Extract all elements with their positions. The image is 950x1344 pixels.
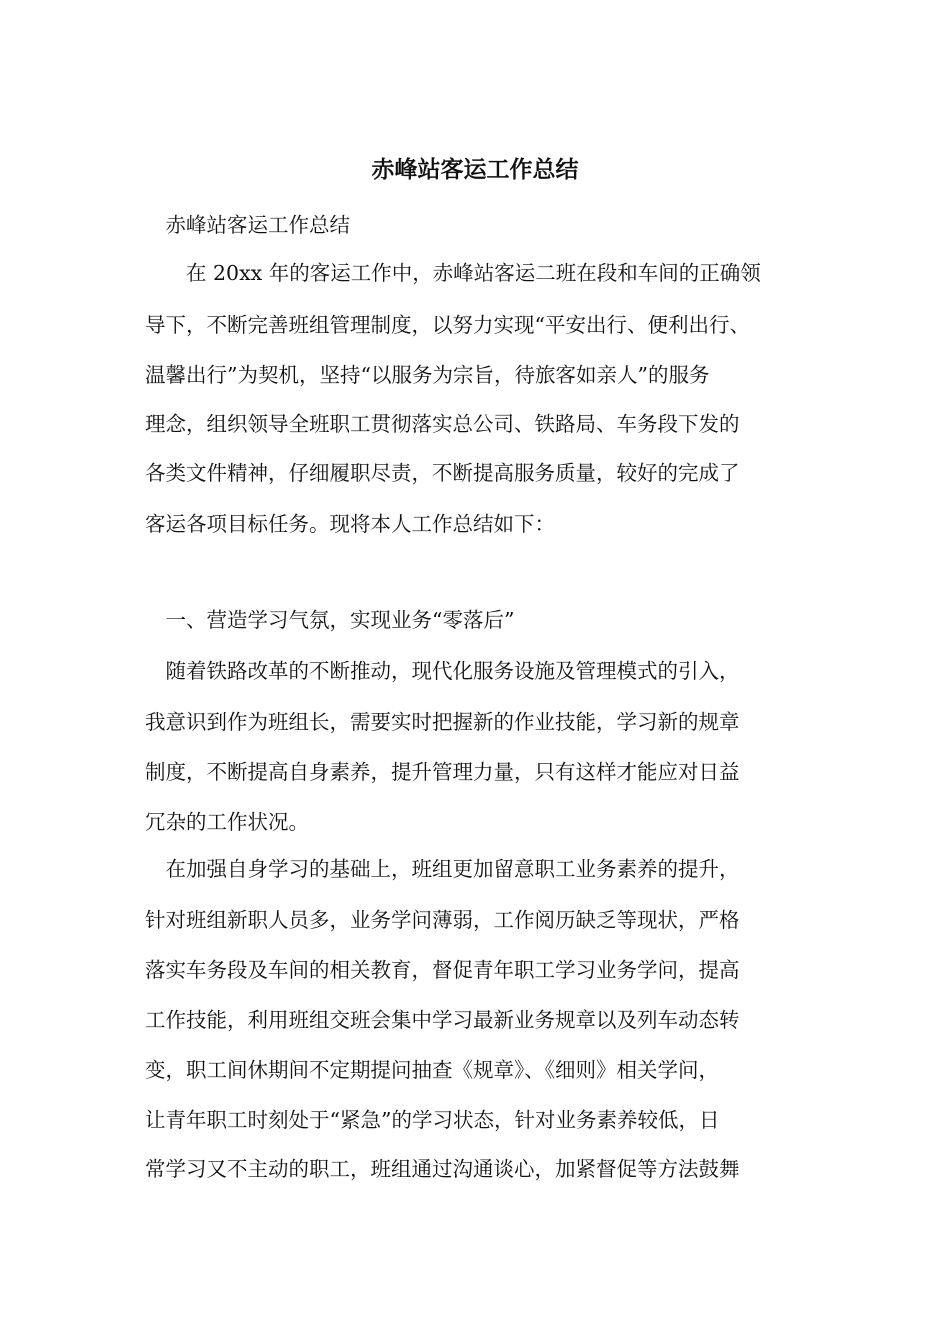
text-line: 冗杂的工作状况。 xyxy=(145,810,309,834)
text-line: 我意识到作为班组长，需要实时把握新的作业技能，学习新的规章 xyxy=(145,710,740,734)
text-line: 理念，组织领导全班职工贯彻落实总公司、铁路局、车务段下发的 xyxy=(145,412,740,436)
text-line: 变，职工间休期间不定期提问抽查《规章》、《细则》相关学问， xyxy=(145,1058,719,1082)
text-line: 在加强自身学习的基础上，班组更加留意职工业务素养的提升， xyxy=(145,857,740,881)
text-line: 导下，不断完善班组管理制度，以努力实现“平安出行、便利出行、 xyxy=(145,313,750,337)
text-line: 常学习又不主动的职工，班组通过沟通谈心，加紧督促等方法鼓舞 xyxy=(145,1157,740,1181)
text-line: 各类文件精神，仔细履职尽责，不断提高服务质量，较好的完成了 xyxy=(145,461,740,485)
text-line: 工作技能，利用班组交班会集中学习最新业务规章以及列车动态转 xyxy=(145,1008,740,1032)
text-line: 客运各项目标任务。现将本人工作总结如下： xyxy=(145,512,555,536)
text-line: 让青年职工时刻处于“紧急”的学习状态，针对业务素养较低，日 xyxy=(145,1108,720,1132)
text-line: 赤峰站客运工作总结 xyxy=(145,213,350,237)
section-heading: 一、营造学习气氛，实现业务“零落后” xyxy=(145,608,515,632)
text-line: 温馨出行”为契机，坚持“以服务为宗旨，待旅客如亲人”的服务 xyxy=(145,363,710,387)
text-line: 随着铁路改革的不断推动，现代化服务设施及管理模式的引入， xyxy=(145,659,740,683)
text-line: 落实车务段及车间的相关教育，督促青年职工学习业务学问，提高 xyxy=(145,958,740,982)
document-title: 赤峰站客运工作总结 xyxy=(371,156,579,183)
text-line: 在 20xx 年的客运工作中，赤峰站客运二班在段和车间的正确领 xyxy=(145,261,761,285)
text-line: 针对班组新职人员多，业务学问薄弱，工作阅历缺乏等现状，严格 xyxy=(145,908,740,932)
text-line: 制度，不断提高自身素养，提升管理力量，只有这样才能应对日益 xyxy=(145,760,740,784)
